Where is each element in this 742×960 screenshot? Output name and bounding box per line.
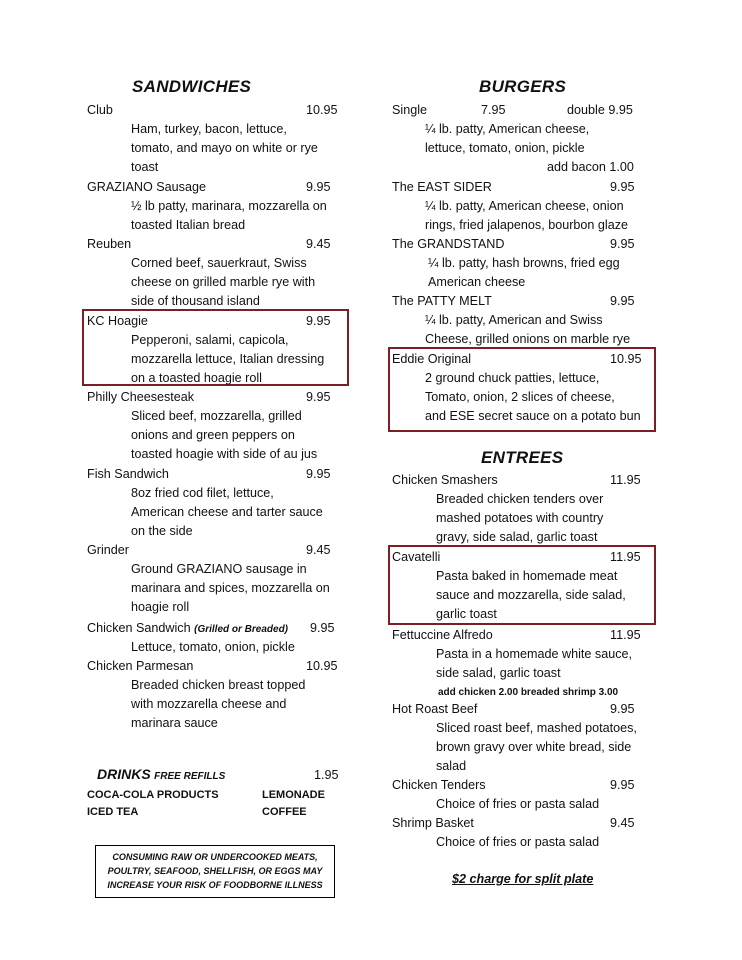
item-price-fish: 9.95 bbox=[306, 467, 331, 481]
drink-iced-tea: ICED TEA bbox=[87, 806, 139, 818]
item-desc-philly-2: onions and green peppers on bbox=[131, 428, 295, 442]
item-name-shrimp-basket: Shrimp Basket bbox=[392, 816, 474, 830]
item-desc-grandstand-2: American cheese bbox=[428, 275, 526, 289]
item-price-patty-melt: 9.95 bbox=[610, 294, 635, 308]
notice-line-2: POULTRY, SEAFOOD, SHELLFISH, OR EGGS MAY bbox=[107, 866, 323, 876]
item-desc-chicken-smashers-1: Breaded chicken tenders over bbox=[436, 492, 604, 506]
drinks-price: 1.95 bbox=[314, 768, 339, 782]
split-plate-note: $2 charge for split plate bbox=[452, 872, 594, 886]
item-desc-chicken-smashers-3: gravy, side salad, garlic toast bbox=[436, 530, 598, 544]
item-desc-cavatelli-1: Pasta baked in homemade meat bbox=[436, 569, 618, 583]
item-price-chicken-smashers: 11.95 bbox=[610, 473, 641, 487]
item-desc-eddie-original-3: and ESE secret sauce on a potato bun bbox=[425, 409, 641, 423]
item-price-fettuccine: 11.95 bbox=[610, 628, 641, 642]
item-name-east-sider: The EAST SIDER bbox=[392, 180, 492, 194]
item-price-kc-hoagie: 9.95 bbox=[306, 314, 331, 328]
item-desc-grandstand-1: ¼ lb. patty, hash browns, fried egg bbox=[428, 256, 620, 270]
notice-line-3: INCREASE YOUR RISK OF FOODBORNE ILLNESS bbox=[107, 880, 323, 890]
item-desc-fish-1: 8oz fried cod filet, lettuce, bbox=[131, 486, 274, 500]
item-desc-kc-hoagie-3: on a toasted hoagie roll bbox=[131, 371, 262, 385]
burgers-heading: BURGERS bbox=[479, 77, 567, 96]
item-desc-fish-3: on the side bbox=[131, 524, 193, 538]
item-price-east-sider: 9.95 bbox=[610, 180, 635, 194]
item-desc-club-1: Ham, turkey, bacon, lettuce, bbox=[131, 122, 287, 136]
item-desc-fettuccine-1: Pasta in a homemade white sauce, bbox=[436, 647, 633, 661]
item-desc-graziano-1: ½ lb patty, marinara, mozzarella on bbox=[131, 199, 327, 213]
item-desc-hot-roast-beef-2: brown gravy over white bread, side bbox=[436, 740, 632, 754]
item-name-eddie-original: Eddie Original bbox=[392, 352, 472, 366]
item-desc-chicken-parm-3: marinara sauce bbox=[131, 716, 218, 730]
item-desc-reuben-1: Corned beef, sauerkraut, Swiss bbox=[131, 256, 307, 270]
item-price-cavatelli: 11.95 bbox=[610, 550, 641, 564]
item-price-chicken-parm: 10.95 bbox=[306, 659, 338, 673]
item-desc-cavatelli-3: garlic toast bbox=[436, 607, 497, 621]
item-price-eddie-original: 10.95 bbox=[610, 352, 642, 366]
item-desc-chicken-tenders-1: Choice of fries or pasta salad bbox=[436, 797, 600, 811]
item-name-fish: Fish Sandwich bbox=[87, 467, 169, 481]
item-desc-graziano-2: toasted Italian bread bbox=[131, 218, 246, 232]
item-desc-eddie-original-1: 2 ground chuck patties, lettuce, bbox=[425, 371, 600, 385]
item-desc-patty-melt-2: Cheese, grilled onions on marble rye bbox=[425, 332, 631, 346]
item-desc-east-sider-1: ¼ lb. patty, American cheese, onion bbox=[425, 199, 624, 213]
item-desc-club-2: tomato, and mayo on white or rye bbox=[131, 141, 318, 155]
item-desc-east-sider-2: rings, fried jalapenos, bourbon glaze bbox=[425, 218, 629, 232]
item-name-hot-roast-beef: Hot Roast Beef bbox=[392, 702, 478, 716]
item-name-grinder: Grinder bbox=[87, 543, 129, 557]
entrees-heading: ENTREES bbox=[481, 448, 564, 467]
item-desc-grinder-3: hoagie roll bbox=[131, 600, 190, 614]
item-name-grandstand: The GRANDSTAND bbox=[392, 237, 505, 251]
foodborne-illness-notice bbox=[95, 845, 335, 898]
item-desc-reuben-3: side of thousand island bbox=[131, 294, 260, 308]
item-addon-fettuccine: add chicken 2.00 breaded shrimp 3.00 bbox=[438, 687, 619, 698]
item-name-chicken-parm: Chicken Parmesan bbox=[87, 659, 194, 673]
drinks-heading: DRINKS bbox=[97, 766, 151, 782]
burger-single-price: 7.95 bbox=[481, 103, 506, 117]
drinks-heading-line bbox=[97, 765, 225, 786]
item-name-kc-hoagie: KC Hoagie bbox=[87, 314, 148, 328]
drink-coca-cola: COCA-COLA PRODUCTS bbox=[87, 789, 219, 801]
item-name-patty-melt: The PATTY MELT bbox=[392, 294, 492, 308]
drinks-note: FREE REFILLS bbox=[154, 771, 226, 782]
burger-double-price: double 9.95 bbox=[567, 103, 633, 117]
item-price-grinder: 9.45 bbox=[306, 543, 331, 557]
drink-coffee: COFFEE bbox=[262, 806, 307, 818]
item-name-cavatelli: Cavatelli bbox=[392, 550, 441, 564]
item-desc-kc-hoagie-1: Pepperoni, salami, capicola, bbox=[131, 333, 289, 347]
item-desc-grinder-1: Ground GRAZIANO sausage in bbox=[131, 562, 307, 576]
item-desc-philly-1: Sliced beef, mozzarella, grilled bbox=[131, 409, 302, 423]
item-desc-chicken-smashers-2: mashed potatoes with country bbox=[436, 511, 604, 525]
item-desc-fettuccine-2: side salad, garlic toast bbox=[436, 666, 561, 680]
item-desc-fish-2: American cheese and tarter sauce bbox=[131, 505, 323, 519]
item-name-reuben: Reuben bbox=[87, 237, 132, 251]
item-desc-grinder-2: marinara and spices, mozzarella on bbox=[131, 581, 330, 595]
item-price-chicken-tenders: 9.95 bbox=[610, 778, 635, 792]
burger-single-label: Single bbox=[392, 103, 428, 117]
item-price-reuben: 9.45 bbox=[306, 237, 331, 251]
burger-single-addon: add bacon 1.00 bbox=[547, 160, 634, 174]
item-name-philly: Philly Cheesesteak bbox=[87, 390, 195, 404]
item-desc-cavatelli-2: sauce and mozzarella, side salad, bbox=[436, 588, 626, 602]
item-price-club: 10.95 bbox=[306, 103, 338, 117]
notice-line-1: CONSUMING RAW OR UNDERCOOKED MEATS, bbox=[112, 852, 318, 862]
item-price-shrimp-basket: 9.45 bbox=[610, 816, 635, 830]
burger-single-desc-1: ¼ lb. patty, American cheese, bbox=[425, 122, 590, 136]
item-price-graziano: 9.95 bbox=[306, 180, 331, 194]
chicken-sandwich-name: Chicken Sandwich bbox=[87, 621, 191, 635]
item-name-fettuccine: Fettuccine Alfredo bbox=[392, 628, 493, 642]
item-desc-chicken-parm-1: Breaded chicken breast topped bbox=[131, 678, 306, 692]
item-desc-shrimp-basket-1: Choice of fries or pasta salad bbox=[436, 835, 600, 849]
item-price-hot-roast-beef: 9.95 bbox=[610, 702, 635, 716]
item-price-philly: 9.95 bbox=[306, 390, 331, 404]
item-name-chicken-smashers: Chicken Smashers bbox=[392, 473, 498, 487]
burger-single-desc-2: lettuce, tomato, onion, pickle bbox=[425, 141, 585, 155]
item-desc-club-3: toast bbox=[131, 160, 159, 174]
drink-lemonade: LEMONADE bbox=[262, 789, 325, 801]
item-desc-eddie-original-2: Tomato, onion, 2 slices of cheese, bbox=[425, 390, 615, 404]
item-desc-hot-roast-beef-1: Sliced roast beef, mashed potatoes, bbox=[436, 721, 637, 735]
item-name-chicken-sandwich bbox=[87, 619, 288, 639]
chicken-sandwich-note: (Grilled or Breaded) bbox=[194, 624, 289, 635]
item-desc-philly-3: toasted hoagie with side of au jus bbox=[131, 447, 318, 461]
item-name-chicken-tenders: Chicken Tenders bbox=[392, 778, 486, 792]
item-desc-hot-roast-beef-3: salad bbox=[436, 759, 467, 773]
item-desc-patty-melt-1: ¼ lb. patty, American and Swiss bbox=[425, 313, 603, 327]
item-desc-chicken-parm-2: with mozzarella cheese and bbox=[131, 697, 287, 711]
item-price-chicken-sandwich: 9.95 bbox=[310, 621, 335, 635]
sandwiches-heading: SANDWICHES bbox=[132, 77, 252, 96]
item-name-graziano: GRAZIANO Sausage bbox=[87, 180, 206, 194]
item-name-club: Club bbox=[87, 103, 113, 117]
item-desc-reuben-2: cheese on grilled marble rye with bbox=[131, 275, 316, 289]
item-desc-chicken-sandwich-1: Lettuce, tomato, onion, pickle bbox=[131, 640, 295, 654]
item-desc-kc-hoagie-2: mozzarella lettuce, Italian dressing bbox=[131, 352, 325, 366]
item-price-grandstand: 9.95 bbox=[610, 237, 635, 251]
